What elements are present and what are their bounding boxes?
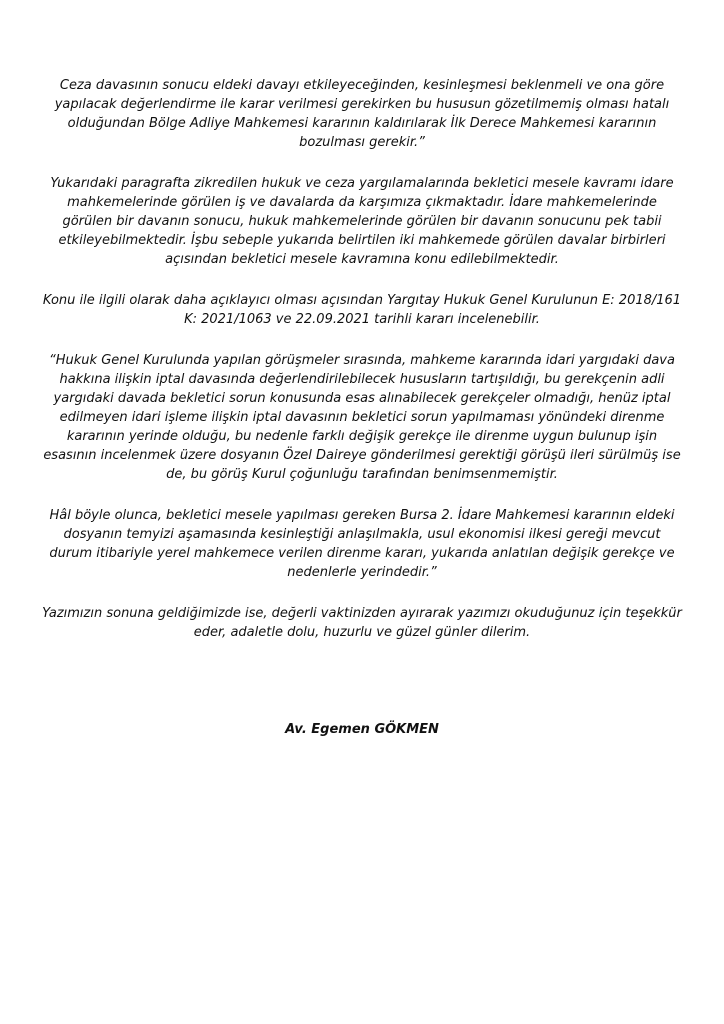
paragraph-bursa-court-quote: Hâl böyle olunca, bekletici mesele yapılması gereken Bursa 2. İdare Mahkemesi kararının eldeki dosyanın temyizi aşamasında kesinleştiği anlaşılmakla, usul ekonomisi ilkesi gereği mevcut durum itibariyle yerel mahkemece verilen direnme kararı, yukarıda anlatılan değişik gerekçe ve nedenlerle yerindedir.” (49, 508, 675, 580)
paragraph-closing-thanks: Yazımızın sonuna geldiğimizde ise, değerli vaktinizden ayırarak yazımızı okuduğunuz için teşekkür eder, adaletle dolu, huzurlu ve güzel günler dilerim. (42, 606, 682, 640)
paragraph-criminal-case-quote-end: Ceza davasının sonucu eldeki davayı etkileyeceğinden, kesinleşmesi beklenmeli ve ona göre yapılacak değerlendirme ile karar verilmesi gerekirken bu hususun gözetilmemiş olması hatalı olduğundan Bölge Adliye Mahkemesi kararının kaldırılarak İlk Derece Mahkemesi kararının bozulması gerekir.” (54, 78, 670, 150)
document-body (0, 76, 724, 664)
paragraph-general-assembly-quote: “Hukuk Genel Kurulunda yapılan görüşmeler sırasında, mahkeme kararında idari yargıdaki dava hakkına ilişkin iptal davasında değerlendirilebilecek hususların tartışıldığı, bu gerekçenin adli yargıdaki davada bekletici sorun konusunda esas alınabilecek gerekçeler olmadığı, henüz iptal edilmeyen idari işleme ilişkin iptal davasının bekletici sorun yapılmaması yönündeki direnme kararının yerinde olduğu, bu nedenle farklı değişik gerekçe ile direnme uygun bulunup işin esasının incelenmek üzere dosyanın Özel Daireye gönderilmesi gerektiği görüşü ileri sürülmüş ise de, bu görüş Kurul çoğunluğu tarafından benimsenmemiştir. (43, 353, 681, 482)
author-signature: Av. Egemen GÖKMEN (285, 722, 439, 737)
paragraph-preliminary-issue-explanation: Yukarıdaki paragrafta zikredilen hukuk ve ceza yargılamalarında bekletici mesele kavramı idare mahkemelerinde görülen iş ve davalarda da karşımıza çıkmaktadır. İdare mahkemelerinde görülen bir davanın sonucu, hukuk mahkemelerinde görülen bir davanın sonucunu pek tabii etkileyebilmektedir. İşbu sebeple yukarıda belirtilen iki mahkemede görülen davalar birbirleri açısından bekletici mesele kavramına konu edilebilmektedir. (50, 176, 674, 267)
paragraph-yargitay-reference: Konu ile ilgili olarak daha açıklayıcı olması açısından Yargıtay Hukuk Genel Kurulunun E: 2018/161 K: 2021/1063 ve 22.09.2021 tarihli kararı incelenebilir. (42, 293, 682, 327)
